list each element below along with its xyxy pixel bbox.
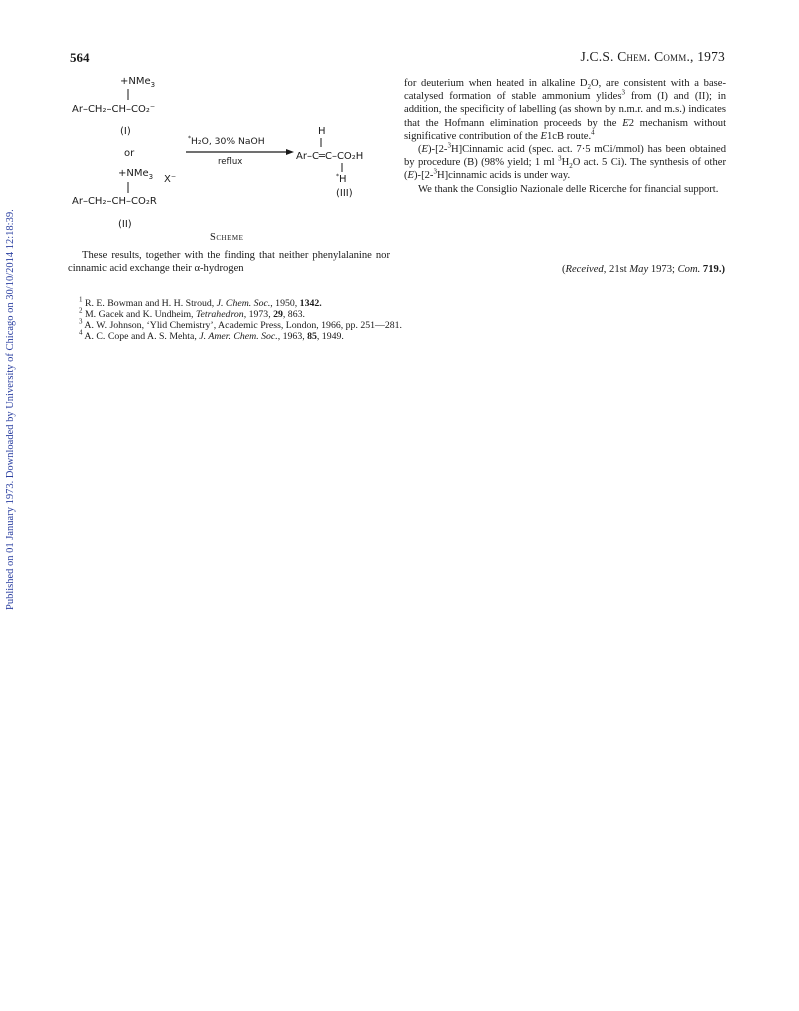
scheme-caption: Scheme xyxy=(210,232,244,243)
compound-ii-nme3: +NMe$_3$ xyxy=(118,168,154,181)
references xyxy=(79,295,639,342)
arrow-conditions: reflux xyxy=(218,157,243,167)
compound-ii-main: Ar–CH₂–CH–CO₂R xyxy=(72,196,157,207)
page-number: 564 xyxy=(70,50,90,65)
compound-ii-counterion: X⁻ xyxy=(164,174,177,185)
right-paragraph-2: (E)-[2-$^3$H]Cinnamic acid (spec. act. 7·5 mCi/mmol) has been obtained by procedure (B) (98% yield; 1 ml $^3H_2O$ act. 5 Ci). The synthesis of other (E)-[2-$^3$H]cinnamic acids is under way. xyxy=(404,141,727,182)
right-column xyxy=(404,77,726,196)
publication-side-note: Published on 01 January 1973. Downloaded by University of Chicago on 30/10/2014 12:18:39. xyxy=(5,209,16,610)
reference-item: $^2$ M. Gacek and K. Undheim, Tetrahedron, 1973, 29, 863. xyxy=(79,306,305,320)
journal-name: Chem. Comm. xyxy=(617,49,691,64)
reaction-scheme xyxy=(68,72,398,247)
product-h-bottom: *H xyxy=(336,173,347,185)
compound-ii-label: (II) xyxy=(118,219,132,230)
product-label: (III) xyxy=(336,188,353,199)
running-head xyxy=(581,49,725,65)
journal-prefix: J.C.S. xyxy=(580,49,614,64)
reference-item: $^4$ A. C. Cope and A. S. Mehta, J. Amer. Chem. Soc., 1963, 85, 1949. xyxy=(79,328,344,342)
arrow-reagents: *H₂O, 30% NaOH xyxy=(188,135,265,147)
right-paragraph-1: for deuterium when heated in alkaline $D_2O$, are consistent with a base-catalysed formation of stable ammonium ylides$^3$ from (I) and (II); in addition, the specificity of labelling (as shown by n.m.r. and m.s.) indicates that the Hofmann elimination proceeds by the E2 mechanism without significative contribution of the E1cB route.$^4$ xyxy=(404,78,727,142)
reference-item: $^1$ R. E. Bowman and H. H. Stroud, J. Chem. Soc., 1950, 1342. xyxy=(79,295,322,309)
reference-item: $^3$ A. W. Johnson, ‘Ylid Chemistry’, Academic Press, London, 1966, pp. 251—281. xyxy=(79,317,402,331)
product-main: Ar–C═C–CO₂H xyxy=(296,151,364,162)
left-column xyxy=(68,249,390,275)
scheme-drawing xyxy=(68,72,398,232)
received-line: (Received, 21st May 1973; Com. 719.) xyxy=(561,264,725,275)
or-label: or xyxy=(124,148,135,159)
left-paragraph: These results, together with the finding that neither phenylalanine nor cinnamic acid exchange their α-hydrogen xyxy=(68,250,390,275)
arrow-head xyxy=(286,149,294,155)
product-h-top: H xyxy=(318,126,326,137)
compound-i-main: Ar–CH₂–CH–CO₂⁻ xyxy=(72,104,156,115)
journal-year: , 1973 xyxy=(690,49,725,64)
compound-i-nme3: +NMe$_3$ xyxy=(120,76,156,89)
compound-i-label: (I) xyxy=(120,126,131,137)
right-paragraph-3: We thank the Consiglio Nazionale delle Ricerche for financial support. xyxy=(418,183,719,195)
